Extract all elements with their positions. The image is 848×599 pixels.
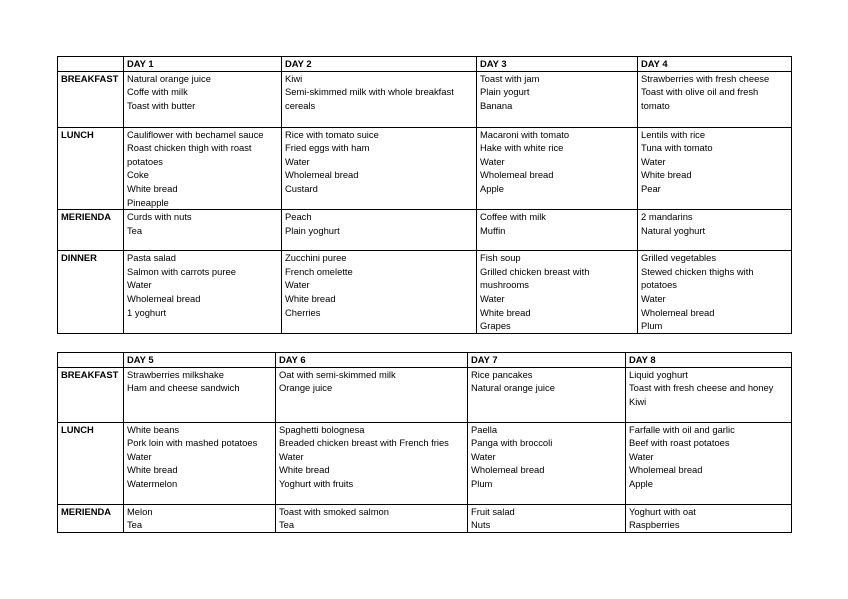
food-item: Strawberries milkshake: [127, 368, 224, 380]
food-item: Fruit salad: [471, 505, 515, 517]
food-item: Water: [471, 450, 496, 462]
food-item: Plain yoghurt: [285, 224, 340, 236]
menu-cell: [638, 71, 792, 127]
food-item: Rice with tomato suice: [285, 128, 379, 140]
food-item: Coffee with milk: [480, 211, 546, 223]
table-row: [58, 422, 792, 504]
food-item: Grilled chicken breast with mushrooms: [480, 265, 590, 291]
menu-cell: [124, 127, 282, 210]
food-item: Toast with smoked salmon: [279, 505, 389, 517]
food-item: White bread: [641, 169, 692, 181]
food-item: Natural orange juice: [127, 72, 211, 84]
food-item: Pear: [641, 182, 661, 194]
meal-label: LUNCH: [58, 127, 124, 210]
food-item: Cauliflower with bechamel sauce: [127, 128, 264, 140]
food-item: Water: [285, 155, 310, 167]
header-row: [58, 57, 792, 72]
menu-cell: [282, 210, 477, 251]
food-item: Nuts: [471, 519, 491, 531]
menu-cell: [468, 422, 626, 504]
food-item: Plum: [471, 477, 493, 489]
food-item: 1 yoghurt: [127, 306, 167, 318]
food-item: Custard: [285, 182, 318, 194]
food-item: White bread: [480, 306, 531, 318]
menu-cell: [477, 71, 638, 127]
menu-table-days-1-4: [57, 56, 792, 334]
food-item: Salmon with carrots puree: [127, 265, 236, 277]
food-item: Tuna with tomato: [641, 142, 713, 154]
food-item: Plain yogurt: [480, 86, 530, 98]
food-item: Grapes: [480, 320, 511, 332]
food-item: Toast with butter: [127, 99, 196, 111]
header-row: [58, 353, 792, 368]
food-item: Oat with semi-skimmed milk: [279, 368, 396, 380]
day-header: DAY 8: [626, 353, 792, 368]
menu-cell: [124, 251, 282, 334]
food-item: Tea: [127, 224, 143, 236]
food-item: White bread: [279, 464, 330, 476]
corner-cell: [58, 57, 124, 72]
food-item: Coke: [127, 169, 149, 181]
meal-label: LUNCH: [58, 422, 124, 504]
day-header: DAY 6: [276, 353, 468, 368]
day-header: DAY 1: [124, 57, 282, 72]
food-item: Kiwi: [629, 395, 647, 407]
food-item: Yoghurt with fruits: [279, 477, 354, 489]
food-item: Semi-skimmed milk with whole breakfast cereals: [285, 86, 454, 111]
menu-cell: [282, 71, 477, 127]
food-item: Paella: [471, 423, 498, 435]
food-item: White bread: [127, 182, 178, 194]
menu-cell: [124, 71, 282, 127]
menu-cell: [626, 367, 792, 422]
menu-cell: [468, 504, 626, 532]
food-item: Toast with fresh cheese and honey: [629, 382, 774, 394]
food-item: Apple: [629, 477, 653, 489]
food-item: Liquid yoghurt: [629, 368, 688, 380]
food-item: Banana: [480, 99, 513, 111]
food-item: Water: [641, 155, 666, 167]
meal-label: BREAKFAST: [58, 367, 124, 422]
menu-cell: [638, 210, 792, 251]
menu-cell: [638, 127, 792, 210]
food-item: Water: [641, 292, 666, 304]
food-item: French omelette: [285, 265, 353, 277]
food-item: Hake with white rice: [480, 142, 564, 154]
food-item: Yoghurt with oat: [629, 505, 696, 517]
food-item: Stewed chicken thighs with potatoes: [641, 265, 754, 291]
day-header: DAY 7: [468, 353, 626, 368]
food-item: Lentils with rice: [641, 128, 706, 140]
food-item: Water: [127, 450, 152, 462]
food-item: Melon: [127, 505, 153, 517]
food-item: Tea: [279, 519, 295, 531]
food-item: Ham and cheese sandwich: [127, 382, 240, 394]
food-item: Curds with nuts: [127, 211, 192, 223]
table-row: [58, 210, 792, 251]
menu-cell: [276, 504, 468, 532]
menu-cell: [276, 367, 468, 422]
food-item: Wholemeal bread: [629, 464, 703, 476]
food-item: Orange juice: [279, 382, 333, 394]
menu-cell: [477, 251, 638, 334]
food-item: Zucchini puree: [285, 252, 347, 264]
menu-cell: [124, 422, 276, 504]
menu-cell: [626, 422, 792, 504]
food-item: Spaghetti bolognesa: [279, 423, 365, 435]
food-item: Roast chicken thigh with roast potatoes: [127, 142, 252, 167]
food-item: Wholemeal bread: [285, 169, 359, 181]
menu-cell: [276, 422, 468, 504]
food-item: Breaded chicken breast with French fries: [279, 437, 449, 449]
food-item: Toast with olive oil and fresh tomato: [641, 86, 759, 111]
food-item: Water: [480, 155, 505, 167]
food-item: Water: [629, 450, 654, 462]
menu-cell: [638, 251, 792, 334]
day-header: DAY 3: [477, 57, 638, 72]
day-header: DAY 4: [638, 57, 792, 72]
food-item: White bread: [127, 464, 178, 476]
menu-cell: [282, 251, 477, 334]
food-item: Cherries: [285, 306, 321, 318]
food-item: Pasta salad: [127, 252, 176, 264]
food-item: Kiwi: [285, 72, 303, 84]
food-item: Natural orange juice: [471, 382, 555, 394]
food-item: Watermelon: [127, 477, 178, 489]
table-row: [58, 127, 792, 210]
table-row: [58, 367, 792, 422]
food-item: Apple: [480, 182, 504, 194]
food-item: Water: [279, 450, 304, 462]
menu-table-days-5-8: [57, 352, 792, 533]
food-item: Strawberries with fresh cheese: [641, 72, 770, 84]
food-item: Natural yoghurt: [641, 224, 706, 236]
food-item: Muffin: [480, 224, 506, 236]
food-item: Wholemeal bread: [471, 464, 545, 476]
food-item: White beans: [127, 423, 180, 435]
food-item: Plum: [641, 320, 663, 332]
table-row: [58, 251, 792, 334]
food-item: Grilled vegetables: [641, 252, 717, 264]
meal-label: MERIENDA: [58, 210, 124, 251]
food-item: Peach: [285, 211, 312, 223]
meal-label: BREAKFAST: [58, 71, 124, 127]
food-item: Water: [285, 279, 310, 291]
food-item: Raspberries: [629, 519, 680, 531]
corner-cell: [58, 353, 124, 368]
food-item: 2 mandarins: [641, 211, 693, 223]
table-row: [58, 71, 792, 127]
table-row: [58, 504, 792, 532]
menu-cell: [477, 210, 638, 251]
meal-label: DINNER: [58, 251, 124, 334]
food-item: Wholemeal bread: [641, 306, 715, 318]
food-item: Macaroni with tomato: [480, 128, 570, 140]
menu-cell: [124, 210, 282, 251]
menu-cell: [124, 504, 276, 532]
food-item: Panga with broccoli: [471, 437, 553, 449]
food-item: Water: [480, 292, 505, 304]
food-item: Wholemeal bread: [127, 292, 201, 304]
food-item: Fried eggs with ham: [285, 142, 370, 154]
menu-cell: [282, 127, 477, 210]
food-item: White bread: [285, 292, 336, 304]
food-item: Beef with roast potatoes: [629, 437, 730, 449]
food-item: Water: [127, 279, 152, 291]
table-body: [58, 367, 792, 532]
menu-cell: [477, 127, 638, 210]
food-item: Tea: [127, 519, 143, 531]
food-item: Fish soup: [480, 252, 521, 264]
food-item: Rice pancakes: [471, 368, 533, 380]
food-item: Wholemeal bread: [480, 169, 554, 181]
day-header: DAY 2: [282, 57, 477, 72]
day-header: DAY 5: [124, 353, 276, 368]
table-body: [58, 71, 792, 333]
food-item: Pineapple: [127, 196, 169, 208]
menu-cell: [124, 367, 276, 422]
food-item: Coffe with milk: [127, 86, 188, 98]
menu-cell: [468, 367, 626, 422]
meal-label: MERIENDA: [58, 504, 124, 532]
menu-cell: [626, 504, 792, 532]
food-item: Pork loin with mashed potatoes: [127, 437, 258, 449]
food-item: Toast with jam: [480, 72, 540, 84]
food-item: Farfalle with oil and garlic: [629, 423, 735, 435]
